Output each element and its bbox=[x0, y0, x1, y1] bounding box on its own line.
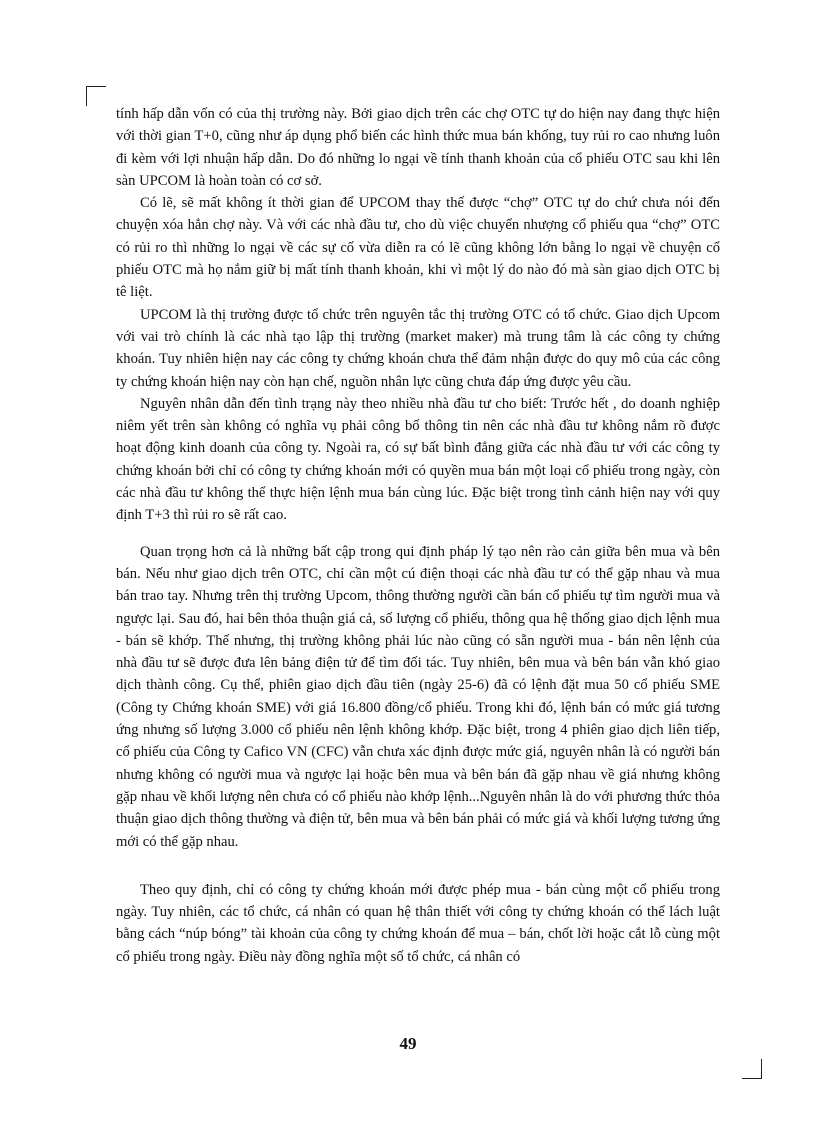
crop-mark-bottom-right-v bbox=[761, 1059, 762, 1079]
paragraph-2: Có lẽ, sẽ mất không ít thời gian để UPCOM thay thế được “chợ” OTC tự do chứ chưa nói đến chuyện xóa hẳn chợ này. Và với các nhà đầu tư, cho dù việc chuyển nhượng cổ phiếu qua “chợ” OTC có rủi ro thì những lo ngại về các sự cố vừa diễn ra có lẽ cũng không lớn bằng lo ngại về chuyện cổ phiếu OTC mà họ nắm giữ bị mất tính thanh khoản, khi vì một lý do nào đó mà sàn giao dịch OTC bị tê liệt. bbox=[116, 195, 720, 301]
paragraph-4: Nguyên nhân dẫn đến tình trạng này theo nhiều nhà đầu tư cho biết: Trước hết , do doanh nghiệp niêm yết trên sàn không có nghĩa vụ phải công bố thông tin nên các nhà đầu tư không nắm rõ được hoạt động kinh doanh của công ty. Ngoài ra, có sự bất bình đẳng giữa các nhà đầu tư với các công ty chứng khoán bởi chỉ có công ty chứng khoán mới có quyền mua bán một loại cổ phiếu trong ngày, còn các nhà đầu tư không thể thực hiện lệnh mua bán cùng lúc. Đặc biệt trong tình cảnh hiện nay với quy định T+3 thì rủi ro sẽ rất cao. bbox=[116, 395, 720, 524]
paragraph-1: tính hấp dẫn vốn có của thị trường này. Bởi giao dịch trên các chợ OTC tự do hiện nay đang thực hiện với thời gian T+0, cũng như áp dụng phổ biến các hình thức mua bán khống, tuy rủi ro cao nhưng luôn đi kèm với lợi nhuận hấp dẫn. Do đó những lo ngại về tính thanh khoản của cổ phiếu OTC sau khi lên sàn UPCOM là hoàn toàn có cơ sở. bbox=[116, 106, 720, 189]
page-number: 49 bbox=[399, 1034, 417, 1053]
crop-mark-top-left-v bbox=[86, 86, 87, 106]
crop-mark-bottom-right-h bbox=[742, 1078, 762, 1079]
paragraph-6: Theo quy định, chỉ có công ty chứng khoán mới được phép mua - bán cùng một cổ phiếu trong ngày. Tuy nhiên, các tổ chức, cá nhân có quan hệ thân thiết với công ty chứng khoán có thể lách luật bằng cách “núp bóng” tài khoản của công ty chứng khoán để mua – bán, chốt lời hoặc cắt lỗ cùng một cổ phiếu trong ngày. Điều này đồng nghĩa một số tổ chức, cá nhân có bbox=[116, 881, 720, 965]
paragraph-3: UPCOM là thị trường được tổ chức trên nguyên tắc thị trường OTC có tổ chức. Giao dịch Upcom với vai trò chính là các nhà tạo lập thị trường (market maker) mà trung tâm là các công ty chứng khoán. Tuy nhiên hiện nay các công ty chứng khoán chưa thể đảm nhận được do quy mô của các công ty chứng khoán hiện nay còn hạn chế, nguồn nhân lực cũng chưa đáp ứng được yêu cầu. bbox=[116, 306, 720, 390]
paragraph-5: Quan trọng hơn cả là những bất cập trong qui định pháp lý tạo nên rào cản giữa bên mua và bên bán. Nếu như giao dịch trên OTC, chỉ cần một cú điện thoại các nhà đầu tư có thể gặp nhau và mua bán trao tay. Nhưng trên thị trường Upcom, thông thường người cần bán cổ phiếu tự tìm người mua và ngược lại. Sau đó, hai bên thỏa thuận giá cả, số lượng cổ phiếu, thông qua hệ thống giao dịch lệnh mua - bán sẽ khớp. Thế nhưng, thị trường không phải lúc nào cũng có sẵn người mua - bán nên lệnh của nhà đầu tư sẽ được đưa lên bảng điện tử để tìm đối tác. Tuy nhiên, bên mua và bên bán vẫn khó giao dịch thành công. Cụ thể, phiên giao dịch đầu tiên (ngày 25-6) đã có lệnh đặt mua 50 cổ phiếu SME (Công ty Chứng khoán SME) với giá 16.800 đồng/cổ phiếu. Trong khi đó, lệnh bán có mức giá tương ứng nhưng số lượng 3.000 cổ phiếu nên lệnh không khớp. Đặc biệt, trong 4 phiên giao dịch liên tiếp, cổ phiếu của Công ty Cafico VN (CFC) vẫn chưa xác định được mức giá, nguyên nhân là có người bán nhưng không có người mua và ngược lại hoặc bên mua và bên bán đã gặp nhau về giá nhưng không gặp nhau về khối lượng nên chưa có cổ phiếu nào khớp lệnh...Nguyên nhân là do với phương thức thỏa thuận giao dịch thông thường và điện tử, bên mua và bên bán phải có mức giá và khối lượng tương ứng mới có thể gặp nhau. bbox=[116, 543, 720, 850]
page-body bbox=[116, 103, 720, 968]
crop-mark-top-left-h bbox=[86, 86, 106, 87]
